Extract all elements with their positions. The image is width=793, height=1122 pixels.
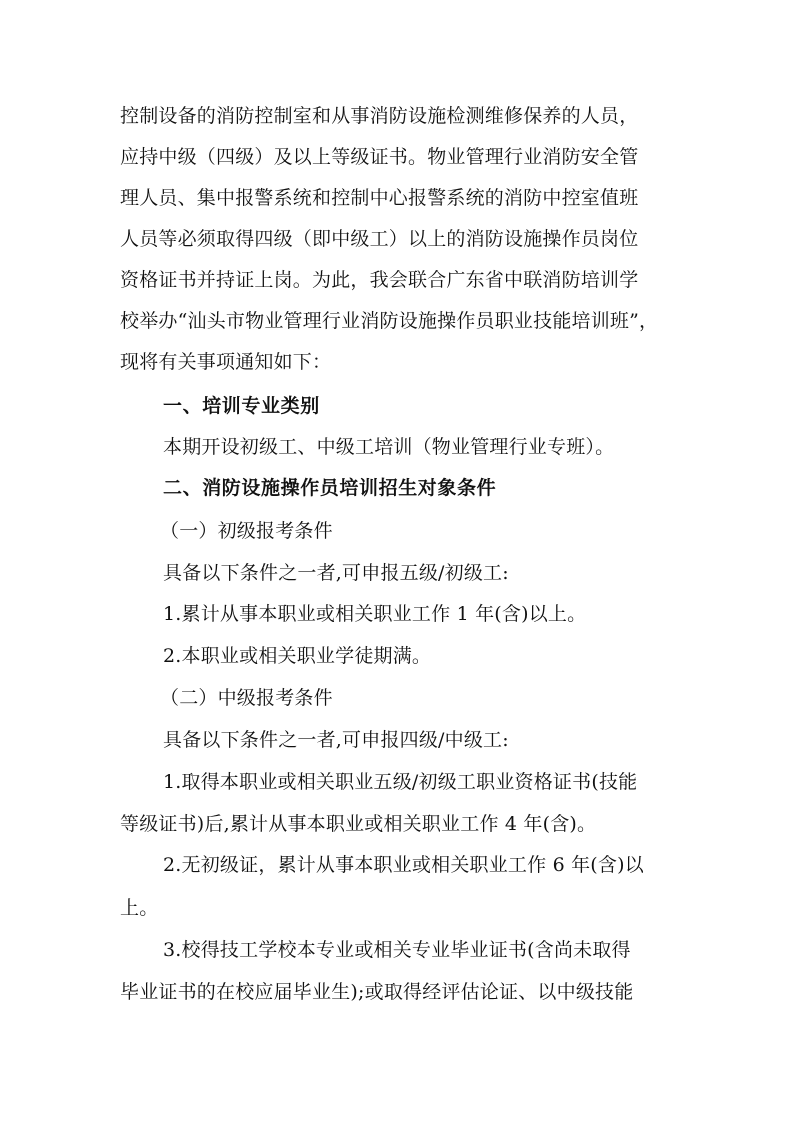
list-item: 3.校得技工学校本专业或相关专业毕业证书(含尚未取得 [163, 939, 631, 961]
list-item: 2.本职业或相关职业学徒期满。 [163, 645, 432, 667]
list-item: 1.取得本职业或相关职业五级/初级工职业资格证书(技能 [163, 771, 638, 793]
paragraph-line: 具备以下条件之一者,可申报四级/中级工: [163, 729, 509, 751]
list-item-continuation: 上。 [120, 897, 159, 919]
paragraph-line: 具备以下条件之一者,可申报五级/初级工: [163, 562, 509, 584]
list-item-continuation: 等级证书)后,累计从事本职业或相关职业工作 4 年(含)。 [120, 813, 597, 835]
subsection-heading: （一）初级报考条件 [160, 520, 333, 542]
paragraph-line: 控制设备的消防控制室和从事消防设施检测维修保养的人员， [120, 105, 639, 127]
section-heading-1: 一、培训专业类别 [163, 395, 320, 417]
paragraph-line: 校举办“汕头市物业管理行业消防设施操作员职业技能培训班”， [120, 310, 659, 332]
section-heading-2: 二、消防设施操作员培训招生对象条件 [163, 477, 497, 499]
paragraph-line: 资格证书并持证上岗。为此，我会联合广东省中联消防培训学 [120, 269, 639, 291]
paragraph-line: 理人员、集中报警系统和控制中心报警系统的消防中控室值班 [120, 187, 639, 209]
list-item: 1.累计从事本职业或相关职业工作 1 年(含)以上。 [163, 603, 587, 625]
subsection-heading: （二）中级报考条件 [160, 687, 333, 709]
list-item: 2.无初级证，累计从事本职业或相关职业工作 6 年(含)以 [163, 854, 644, 876]
paragraph-line: 现将有关事项通知如下： [120, 351, 332, 373]
paragraph-line: 应持中级（四级）及以上等级证书。物业管理行业消防安全管 [120, 146, 639, 168]
list-item-continuation: 毕业证书的在校应届毕业生);或取得经评估论证、以中级技能 [120, 981, 634, 1003]
paragraph-line: 人员等必须取得四级（即中级工）以上的消防设施操作员岗位 [120, 228, 639, 250]
paragraph-line: 本期开设初级工、中级工培训（物业管理行业专班）。 [163, 436, 615, 458]
